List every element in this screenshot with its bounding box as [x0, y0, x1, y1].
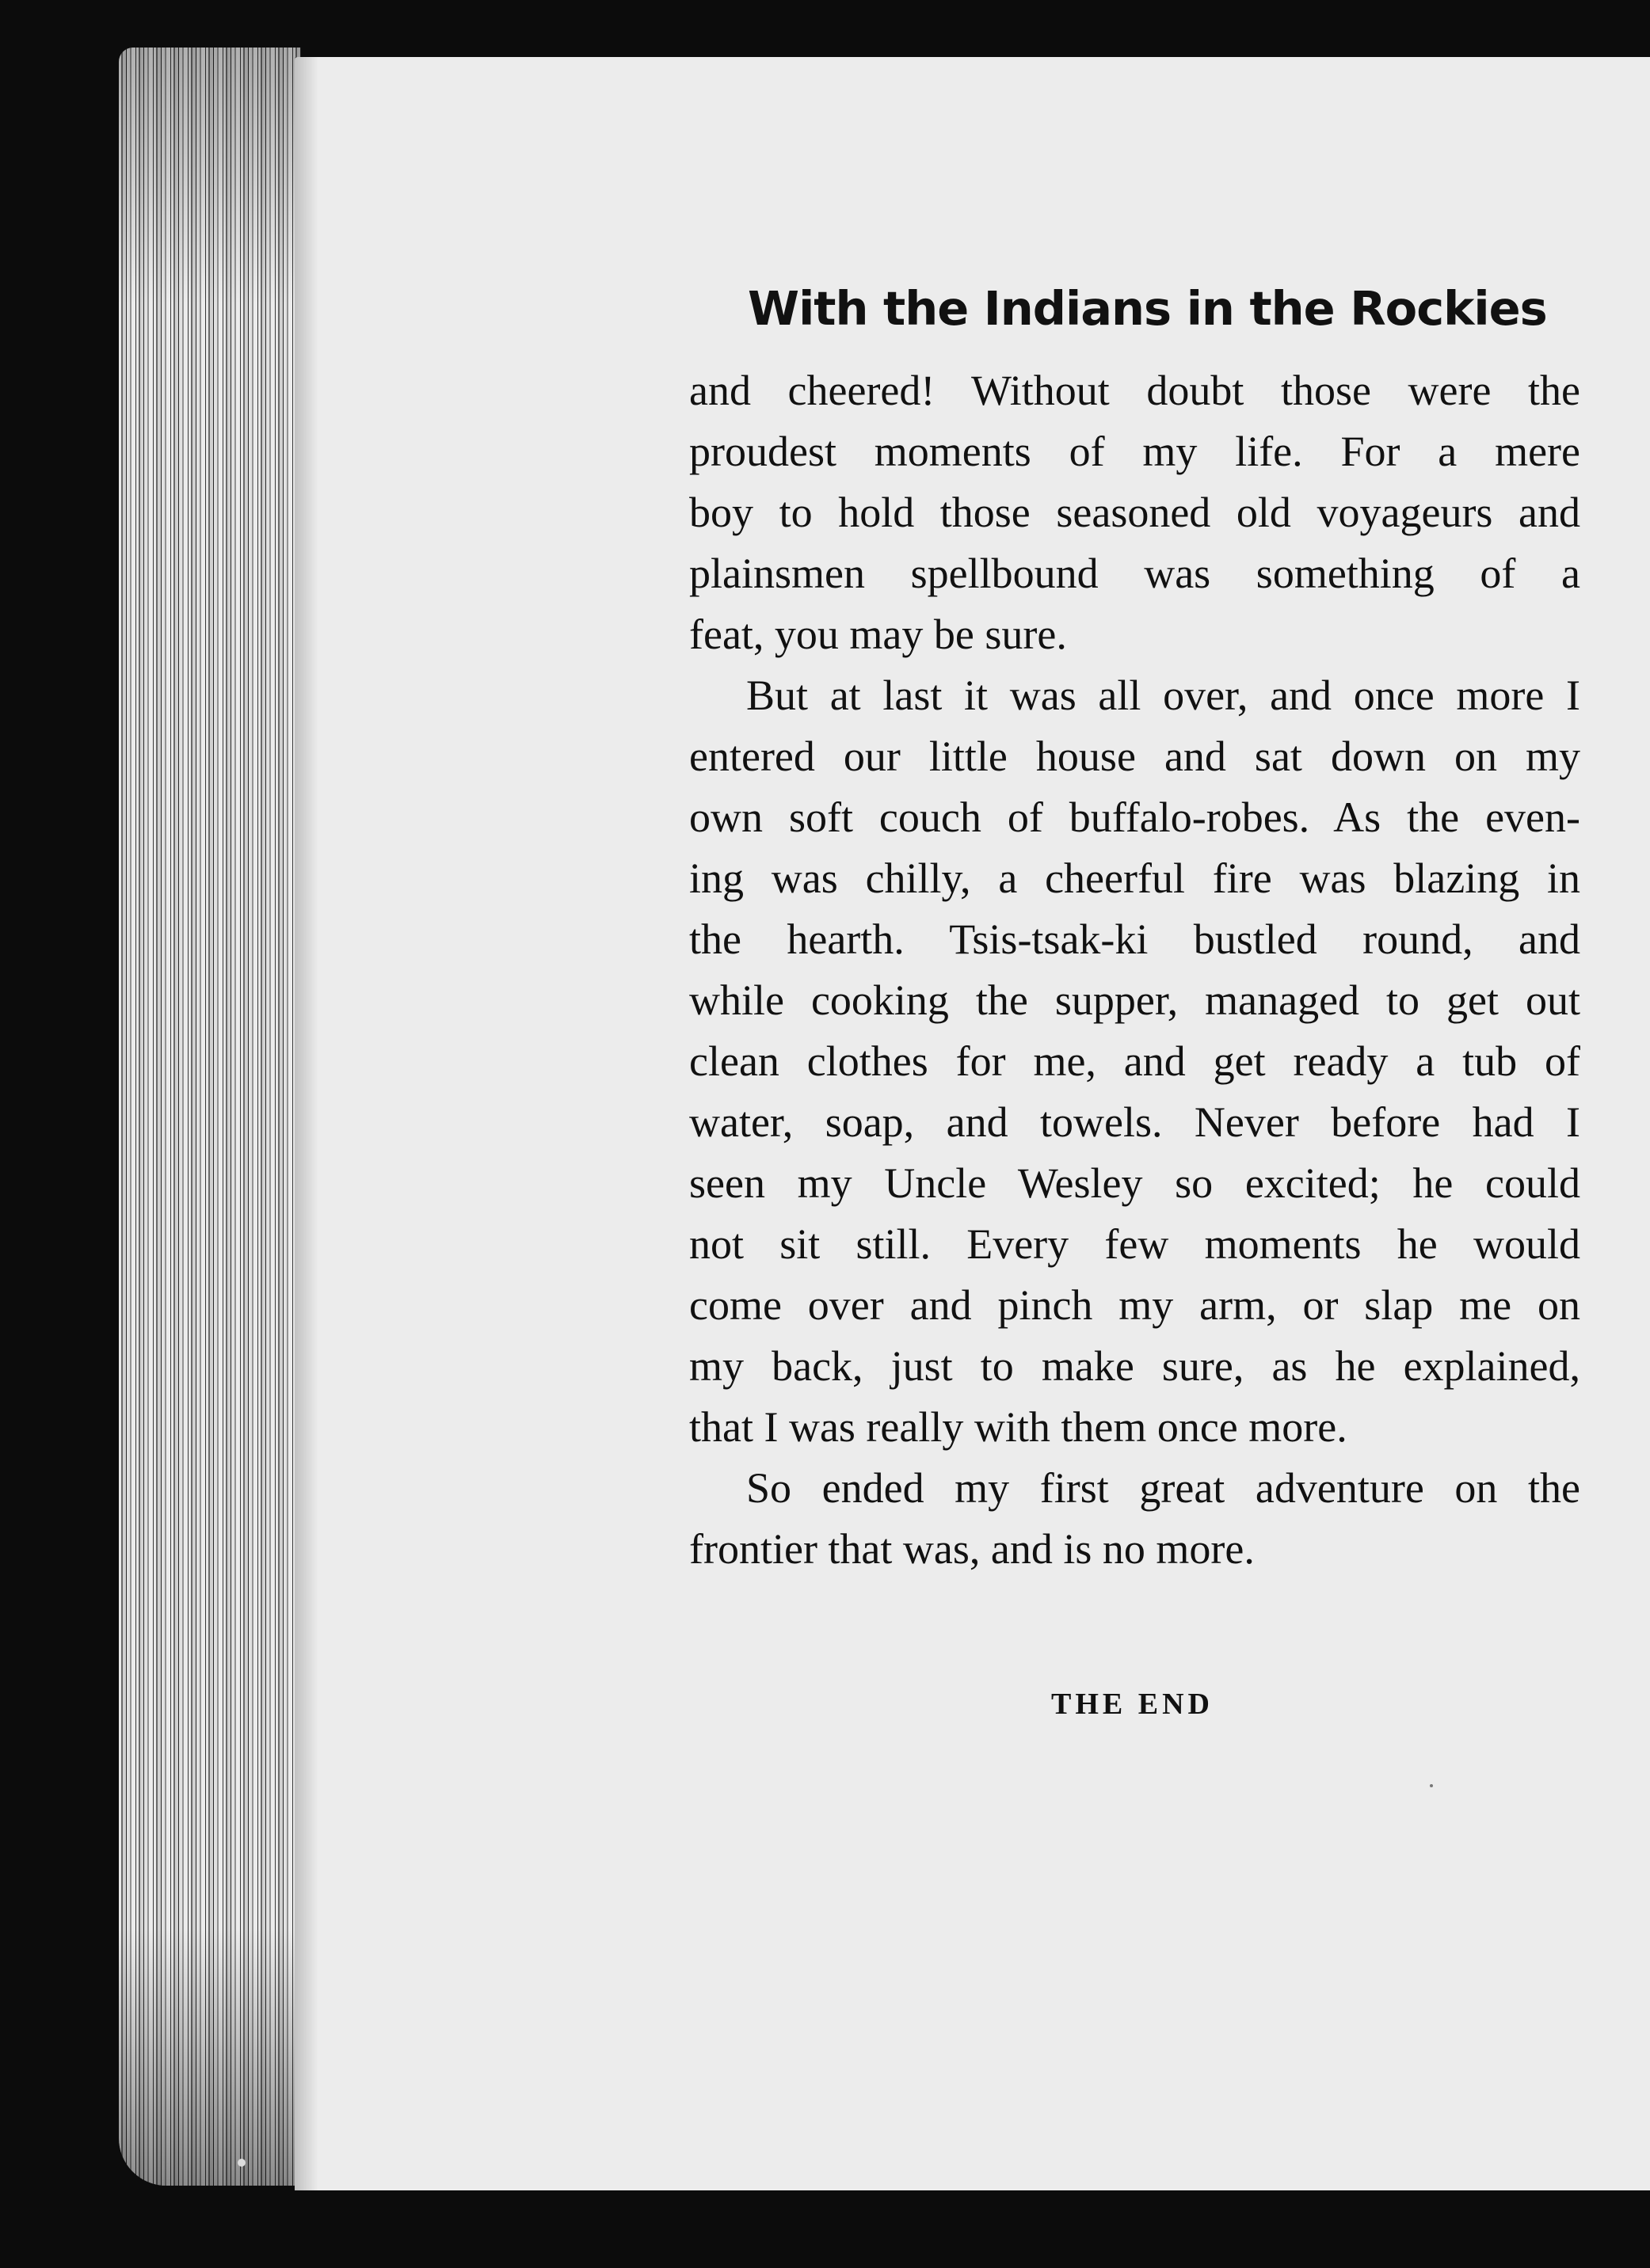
text-line: ing was chilly, a cheerful fire was blazing in [689, 854, 1580, 902]
text-line: and cheered! Without doubt those were the [689, 367, 1580, 414]
text-line: feat, you may be sure. [689, 611, 1067, 658]
text-line: the hearth. Tsis-tsak-ki bustled round, and [689, 915, 1580, 963]
text-line: water, soap, and towels. Never before had I [689, 1098, 1580, 1146]
text-line: own soft couch of buffalo-robes. As the even- [689, 793, 1580, 841]
text-line: plainsmen spellbound was something of a [689, 550, 1580, 597]
text-line: come over and pinch my arm, or slap me on [689, 1281, 1580, 1329]
text-line: So ended my first great adventure on the [746, 1464, 1580, 1512]
text-line: proudest moments of my life. For a mere [689, 428, 1580, 475]
body-text [689, 360, 1580, 1580]
gutter-shadow [295, 57, 318, 2190]
text-line: boy to hold those seasoned old voyageurs and [689, 489, 1580, 536]
text-line: seen my Uncle Wesley so excited; he could [689, 1159, 1580, 1207]
running-head: With the Indians in the Rockies [748, 281, 1547, 336]
book-page-edges [119, 48, 301, 2186]
paper-speck [1430, 1784, 1433, 1787]
text-line: clean clothes for me, and get ready a tub of [689, 1037, 1580, 1085]
text-line: frontier that was, and is no more. [689, 1525, 1255, 1573]
text-line: my back, just to make sure, as he explained, [689, 1342, 1580, 1390]
text-line: entered our little house and sat down on my [689, 733, 1580, 780]
text-line: that I was really with them once more. [689, 1403, 1347, 1451]
text-line: But at last it was all over, and once more I [746, 672, 1580, 719]
text-line: not sit still. Every few moments he would [689, 1220, 1580, 1268]
the-end-label: THE END [1051, 1688, 1214, 1721]
text-line: while cooking the supper, managed to get out [689, 976, 1580, 1024]
paper-speck [238, 2159, 246, 2167]
